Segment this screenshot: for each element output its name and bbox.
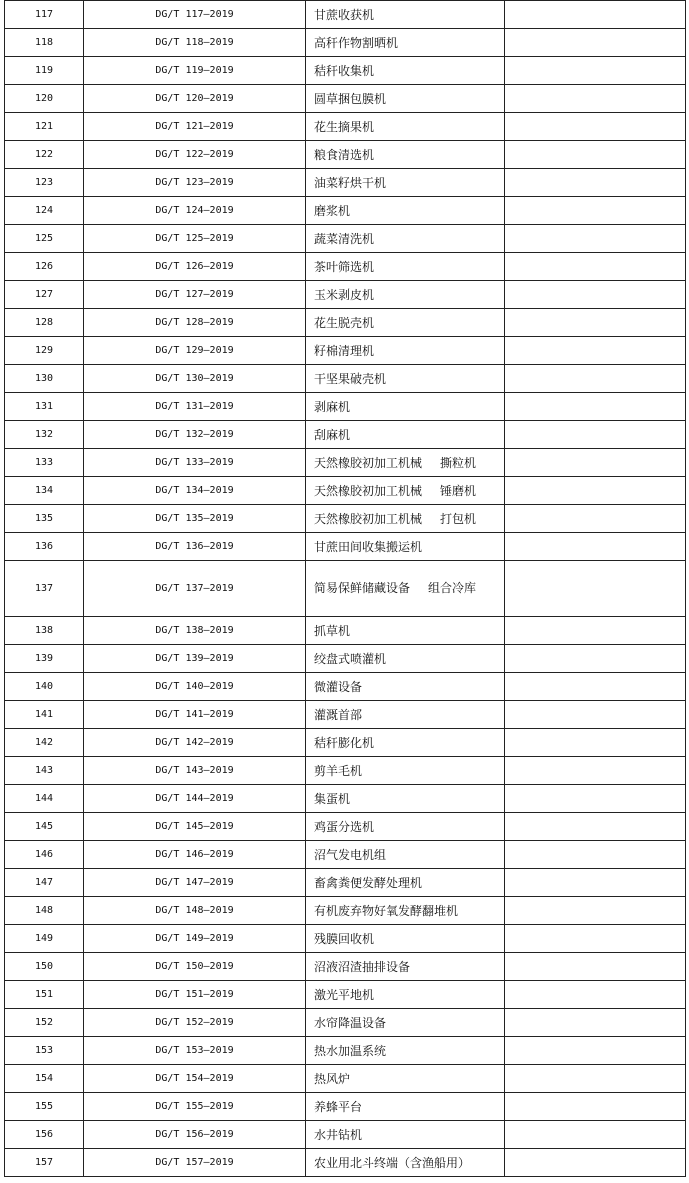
standard-name-cell xyxy=(306,169,505,197)
standard-name: 有机废弃物好氧发酵翻堆机 xyxy=(314,904,459,918)
standard-name-cell xyxy=(306,1009,505,1037)
standard-name-cell xyxy=(306,197,505,225)
remarks-cell xyxy=(505,141,686,169)
standard-code: DG/T 146—2019 xyxy=(84,841,306,869)
remarks-cell xyxy=(505,561,686,617)
row-number: 126 xyxy=(5,253,84,281)
row-number: 153 xyxy=(5,1037,84,1065)
standard-name-suffix: 组合冷库 xyxy=(428,581,477,595)
standard-name: 灌溉首部 xyxy=(314,708,363,722)
remarks-cell xyxy=(505,449,686,477)
standard-code: DG/T 121—2019 xyxy=(84,113,306,141)
table-row xyxy=(5,981,686,1009)
row-number: 123 xyxy=(5,169,84,197)
standard-name-suffix: 打包机 xyxy=(440,512,477,526)
table-row xyxy=(5,1065,686,1093)
standard-code: DG/T 129—2019 xyxy=(84,337,306,365)
table-row xyxy=(5,309,686,337)
standard-name-cell xyxy=(306,141,505,169)
standard-name: 养蜂平台 xyxy=(314,1100,363,1114)
standard-code: DG/T 156—2019 xyxy=(84,1121,306,1149)
standard-name: 农业用北斗终端（含渔船用） xyxy=(314,1156,471,1170)
standard-name: 秸秆膨化机 xyxy=(314,736,375,750)
standard-name: 抓草机 xyxy=(314,624,351,638)
standard-name: 沼液沼渣抽排设备 xyxy=(314,960,411,974)
remarks-cell xyxy=(505,1065,686,1093)
remarks-cell xyxy=(505,645,686,673)
standard-name: 干坚果破壳机 xyxy=(314,372,387,386)
remarks-cell xyxy=(505,337,686,365)
standard-name: 刮麻机 xyxy=(314,428,351,442)
standard-code: DG/T 118—2019 xyxy=(84,29,306,57)
row-number: 148 xyxy=(5,897,84,925)
standard-name-cell xyxy=(306,309,505,337)
standard-code: DG/T 127—2019 xyxy=(84,281,306,309)
standard-code: DG/T 134—2019 xyxy=(84,477,306,505)
standard-name: 绞盘式喷灌机 xyxy=(314,652,387,666)
standard-name: 热风炉 xyxy=(314,1072,351,1086)
row-number: 125 xyxy=(5,225,84,253)
standard-name-cell xyxy=(306,981,505,1009)
table-row xyxy=(5,29,686,57)
standard-name: 高秆作物割晒机 xyxy=(314,36,399,50)
standards-table-body xyxy=(5,1,686,1177)
remarks-cell xyxy=(505,1009,686,1037)
standard-name-cell xyxy=(306,1037,505,1065)
remarks-cell xyxy=(505,729,686,757)
table-row xyxy=(5,561,686,617)
row-number: 121 xyxy=(5,113,84,141)
standard-name: 畜禽粪便发酵处理机 xyxy=(314,876,423,890)
row-number: 156 xyxy=(5,1121,84,1149)
standard-code: DG/T 136—2019 xyxy=(84,533,306,561)
standard-code: DG/T 144—2019 xyxy=(84,785,306,813)
row-number: 122 xyxy=(5,141,84,169)
standard-name-cell xyxy=(306,365,505,393)
remarks-cell xyxy=(505,477,686,505)
standard-code: DG/T 155—2019 xyxy=(84,1093,306,1121)
standard-code: DG/T 132—2019 xyxy=(84,421,306,449)
table-row xyxy=(5,225,686,253)
standard-code: DG/T 125—2019 xyxy=(84,225,306,253)
remarks-cell xyxy=(505,841,686,869)
remarks-cell xyxy=(505,1149,686,1177)
standard-name-cell xyxy=(306,421,505,449)
standard-name-cell xyxy=(306,701,505,729)
standard-name: 鸡蛋分选机 xyxy=(314,820,375,834)
remarks-cell xyxy=(505,953,686,981)
row-number: 141 xyxy=(5,701,84,729)
table-row xyxy=(5,1093,686,1121)
standard-name-cell xyxy=(306,841,505,869)
row-number: 151 xyxy=(5,981,84,1009)
remarks-cell xyxy=(505,505,686,533)
row-number: 145 xyxy=(5,813,84,841)
row-number: 142 xyxy=(5,729,84,757)
remarks-cell xyxy=(505,57,686,85)
standard-code: DG/T 138—2019 xyxy=(84,617,306,645)
table-row xyxy=(5,421,686,449)
standard-name: 甘蔗收获机 xyxy=(314,8,375,22)
standard-name-cell xyxy=(306,813,505,841)
standard-name: 残膜回收机 xyxy=(314,932,375,946)
standard-name: 秸秆收集机 xyxy=(314,64,375,78)
standard-name-cell xyxy=(306,281,505,309)
standard-code: DG/T 117—2019 xyxy=(84,1,306,29)
standard-name: 圆草捆包膜机 xyxy=(314,92,387,106)
standard-code: DG/T 157—2019 xyxy=(84,1149,306,1177)
remarks-cell xyxy=(505,29,686,57)
standard-name-cell xyxy=(306,645,505,673)
table-row xyxy=(5,113,686,141)
table-row xyxy=(5,1121,686,1149)
standard-name: 集蛋机 xyxy=(314,792,351,806)
standard-name: 简易保鲜储藏设备 xyxy=(314,581,411,595)
row-number: 118 xyxy=(5,29,84,57)
standard-code: DG/T 128—2019 xyxy=(84,309,306,337)
remarks-cell xyxy=(505,393,686,421)
row-number: 117 xyxy=(5,1,84,29)
standard-code: DG/T 143—2019 xyxy=(84,757,306,785)
row-number: 127 xyxy=(5,281,84,309)
standard-code: DG/T 122—2019 xyxy=(84,141,306,169)
standard-name: 沼气发电机组 xyxy=(314,848,387,862)
remarks-cell xyxy=(505,981,686,1009)
standard-name-cell xyxy=(306,29,505,57)
row-number: 138 xyxy=(5,617,84,645)
remarks-cell xyxy=(505,785,686,813)
standard-name-cell xyxy=(306,785,505,813)
remarks-cell xyxy=(505,1093,686,1121)
row-number: 147 xyxy=(5,869,84,897)
row-number: 143 xyxy=(5,757,84,785)
row-number: 124 xyxy=(5,197,84,225)
row-number: 129 xyxy=(5,337,84,365)
remarks-cell xyxy=(505,281,686,309)
table-row xyxy=(5,85,686,113)
table-row xyxy=(5,645,686,673)
table-row xyxy=(5,337,686,365)
standard-name: 茶叶筛选机 xyxy=(314,260,375,274)
remarks-cell xyxy=(505,925,686,953)
standard-name-cell xyxy=(306,925,505,953)
standard-name-cell xyxy=(306,953,505,981)
standard-name-cell xyxy=(306,897,505,925)
table-row xyxy=(5,1009,686,1037)
table-row xyxy=(5,57,686,85)
standard-code: DG/T 135—2019 xyxy=(84,505,306,533)
table-row xyxy=(5,869,686,897)
remarks-cell xyxy=(505,533,686,561)
table-row xyxy=(5,505,686,533)
standard-code: DG/T 124—2019 xyxy=(84,197,306,225)
standard-name: 天然橡胶初加工机械 xyxy=(314,512,423,526)
table-row xyxy=(5,701,686,729)
table-row xyxy=(5,1037,686,1065)
standard-name-cell xyxy=(306,869,505,897)
standard-name-cell xyxy=(306,477,505,505)
table-row xyxy=(5,785,686,813)
standard-code: DG/T 140—2019 xyxy=(84,673,306,701)
row-number: 152 xyxy=(5,1009,84,1037)
remarks-cell xyxy=(505,617,686,645)
remarks-cell xyxy=(505,421,686,449)
row-number: 135 xyxy=(5,505,84,533)
table-row xyxy=(5,281,686,309)
remarks-cell xyxy=(505,757,686,785)
standard-name: 微灌设备 xyxy=(314,680,363,694)
remarks-cell xyxy=(505,253,686,281)
table-row xyxy=(5,169,686,197)
standard-code: DG/T 149—2019 xyxy=(84,925,306,953)
standard-name: 籽棉清理机 xyxy=(314,344,375,358)
standard-name: 甘蔗田间收集搬运机 xyxy=(314,540,423,554)
remarks-cell xyxy=(505,813,686,841)
standard-name-suffix: 锤磨机 xyxy=(440,484,477,498)
table-row xyxy=(5,365,686,393)
remarks-cell xyxy=(505,673,686,701)
standard-name-cell xyxy=(306,617,505,645)
standard-name: 激光平地机 xyxy=(314,988,375,1002)
standard-name: 热水加温系统 xyxy=(314,1044,387,1058)
standard-code: DG/T 147—2019 xyxy=(84,869,306,897)
row-number: 131 xyxy=(5,393,84,421)
row-number: 119 xyxy=(5,57,84,85)
standard-name: 蔬菜清洗机 xyxy=(314,232,375,246)
row-number: 137 xyxy=(5,561,84,617)
remarks-cell xyxy=(505,113,686,141)
row-number: 130 xyxy=(5,365,84,393)
standard-name-cell xyxy=(306,1093,505,1121)
row-number: 139 xyxy=(5,645,84,673)
standard-name-cell xyxy=(306,533,505,561)
table-row xyxy=(5,477,686,505)
standard-name-cell xyxy=(306,225,505,253)
table-row xyxy=(5,953,686,981)
remarks-cell xyxy=(505,225,686,253)
standard-name-cell xyxy=(306,673,505,701)
standard-name: 玉米剥皮机 xyxy=(314,288,375,302)
remarks-cell xyxy=(505,869,686,897)
row-number: 149 xyxy=(5,925,84,953)
standard-code: DG/T 152—2019 xyxy=(84,1009,306,1037)
row-number: 155 xyxy=(5,1093,84,1121)
row-number: 128 xyxy=(5,309,84,337)
table-row xyxy=(5,393,686,421)
standard-name: 天然橡胶初加工机械 xyxy=(314,484,423,498)
standard-name-cell xyxy=(306,561,505,617)
row-number: 146 xyxy=(5,841,84,869)
standard-name-cell xyxy=(306,253,505,281)
standard-code: DG/T 131—2019 xyxy=(84,393,306,421)
row-number: 157 xyxy=(5,1149,84,1177)
remarks-cell xyxy=(505,701,686,729)
standard-name: 磨浆机 xyxy=(314,204,351,218)
standard-name-cell xyxy=(306,449,505,477)
standard-name-cell xyxy=(306,337,505,365)
standard-name-cell xyxy=(306,757,505,785)
standard-name-cell xyxy=(306,85,505,113)
table-row xyxy=(5,673,686,701)
standard-code: DG/T 119—2019 xyxy=(84,57,306,85)
standard-code: DG/T 133—2019 xyxy=(84,449,306,477)
remarks-cell xyxy=(505,1037,686,1065)
table-row xyxy=(5,925,686,953)
row-number: 150 xyxy=(5,953,84,981)
remarks-cell xyxy=(505,897,686,925)
standard-name-cell xyxy=(306,113,505,141)
row-number: 132 xyxy=(5,421,84,449)
row-number: 120 xyxy=(5,85,84,113)
remarks-cell xyxy=(505,309,686,337)
standard-name-cell xyxy=(306,57,505,85)
standard-code: DG/T 148—2019 xyxy=(84,897,306,925)
row-number: 140 xyxy=(5,673,84,701)
table-row xyxy=(5,729,686,757)
standard-code: DG/T 120—2019 xyxy=(84,85,306,113)
standard-name-cell xyxy=(306,1065,505,1093)
row-number: 136 xyxy=(5,533,84,561)
table-row xyxy=(5,757,686,785)
standard-code: DG/T 153—2019 xyxy=(84,1037,306,1065)
remarks-cell xyxy=(505,1,686,29)
standard-name-cell xyxy=(306,729,505,757)
standard-code: DG/T 137—2019 xyxy=(84,561,306,617)
standard-code: DG/T 151—2019 xyxy=(84,981,306,1009)
table-row xyxy=(5,141,686,169)
remarks-cell xyxy=(505,365,686,393)
standard-name: 水井钻机 xyxy=(314,1128,363,1142)
remarks-cell xyxy=(505,197,686,225)
table-row xyxy=(5,197,686,225)
standard-name-suffix: 撕粒机 xyxy=(440,456,477,470)
standard-name-cell xyxy=(306,1121,505,1149)
standard-name-cell xyxy=(306,1,505,29)
standard-code: DG/T 123—2019 xyxy=(84,169,306,197)
standards-table xyxy=(4,0,686,1177)
row-number: 154 xyxy=(5,1065,84,1093)
standard-name: 花生脱壳机 xyxy=(314,316,375,330)
table-row xyxy=(5,1149,686,1177)
row-number: 144 xyxy=(5,785,84,813)
table-row xyxy=(5,897,686,925)
standard-code: DG/T 141—2019 xyxy=(84,701,306,729)
table-row xyxy=(5,617,686,645)
standard-code: DG/T 130—2019 xyxy=(84,365,306,393)
standard-name: 剪羊毛机 xyxy=(314,764,363,778)
table-row xyxy=(5,253,686,281)
table-row xyxy=(5,813,686,841)
table-row xyxy=(5,841,686,869)
remarks-cell xyxy=(505,169,686,197)
standard-code: DG/T 145—2019 xyxy=(84,813,306,841)
standard-name: 水帘降温设备 xyxy=(314,1016,387,1030)
standard-code: DG/T 154—2019 xyxy=(84,1065,306,1093)
standard-code: DG/T 126—2019 xyxy=(84,253,306,281)
standard-name: 油菜籽烘干机 xyxy=(314,176,387,190)
standard-name-cell xyxy=(306,1149,505,1177)
standard-code: DG/T 139—2019 xyxy=(84,645,306,673)
row-number: 133 xyxy=(5,449,84,477)
table-row xyxy=(5,533,686,561)
remarks-cell xyxy=(505,1121,686,1149)
standard-name-cell xyxy=(306,393,505,421)
standard-code: DG/T 142—2019 xyxy=(84,729,306,757)
standard-name: 花生摘果机 xyxy=(314,120,375,134)
remarks-cell xyxy=(505,85,686,113)
standard-name: 天然橡胶初加工机械 xyxy=(314,456,423,470)
standard-name-cell xyxy=(306,505,505,533)
table-row xyxy=(5,1,686,29)
standard-name: 粮食清选机 xyxy=(314,148,375,162)
table-row xyxy=(5,449,686,477)
standard-name: 剥麻机 xyxy=(314,400,351,414)
row-number: 134 xyxy=(5,477,84,505)
standard-code: DG/T 150—2019 xyxy=(84,953,306,981)
